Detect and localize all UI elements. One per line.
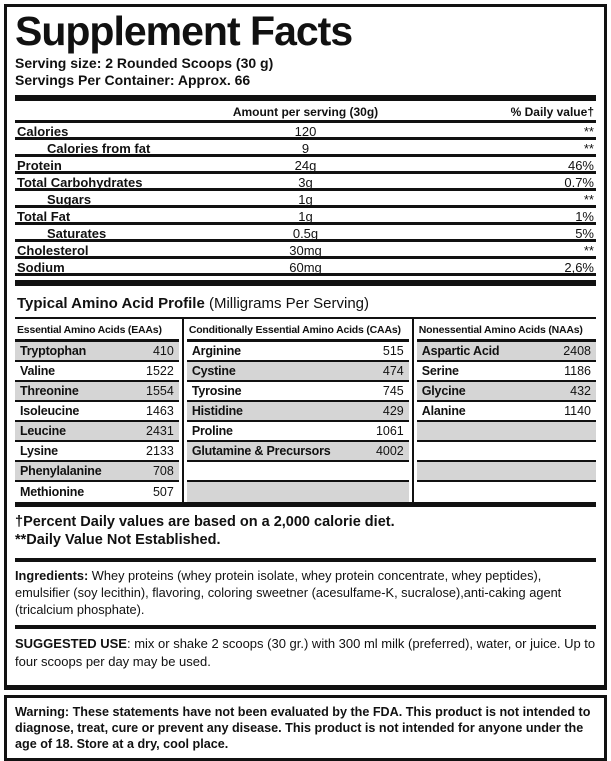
nutrient-daily-value: 0.7% — [564, 175, 594, 191]
amino-column — [15, 319, 179, 502]
amino-row — [187, 462, 409, 482]
nutrient-amount: 24g — [294, 158, 317, 174]
amino-name: Valine — [20, 364, 55, 379]
amino-value: 432 — [570, 384, 591, 399]
amino-value: 515 — [382, 344, 404, 359]
amino-value: 474 — [382, 364, 404, 379]
amino-row — [417, 362, 596, 382]
nutrient-name: Protein — [17, 158, 62, 174]
amino-name: Proline — [191, 424, 233, 439]
amino-row — [417, 402, 596, 422]
amino-row — [187, 382, 409, 402]
nutrition-row — [15, 174, 596, 191]
amino-name: Glycine — [421, 384, 466, 399]
nutrient-daily-value: ** — [583, 192, 594, 208]
nutrient-amount: 0.5g — [292, 226, 319, 242]
amino-row — [187, 342, 409, 362]
amino-row — [417, 462, 596, 482]
amino-row — [187, 362, 409, 382]
nutrient-amount: 120 — [294, 124, 317, 140]
nutrition-header-row — [15, 101, 596, 120]
page-title: Supplement Facts — [15, 8, 353, 54]
nutrient-amount: 1g — [298, 192, 313, 208]
serving-info — [15, 55, 596, 89]
amino-row — [15, 422, 179, 442]
warning-box — [4, 695, 607, 761]
nutrient-name: Sugars — [47, 192, 92, 208]
amino-value: 1554 — [146, 384, 174, 399]
amino-value: 1186 — [564, 364, 591, 379]
amino-value: 429 — [382, 404, 404, 419]
nutrient-daily-value: 46% — [567, 158, 594, 174]
amino-row — [417, 342, 596, 362]
amino-name: Cystine — [191, 364, 236, 379]
nutrition-row — [15, 225, 596, 242]
amino-row — [15, 362, 179, 382]
amino-value: 745 — [382, 384, 404, 399]
amino-value: 410 — [152, 344, 174, 359]
suggested-use-paragraph — [15, 629, 596, 676]
amino-column-header: Nonessential Amino Acids (NAAs) — [417, 319, 596, 342]
nutrition-row — [15, 208, 596, 225]
nutrient-daily-value: ** — [583, 124, 594, 140]
nutrition-row — [15, 157, 596, 174]
amino-name: Leucine — [20, 424, 66, 439]
amino-row — [15, 442, 179, 462]
amino-name: Tyrosine — [191, 384, 242, 399]
nutrition-row — [15, 242, 596, 259]
amino-profile-heading — [15, 286, 596, 319]
nutrition-rows — [15, 123, 596, 276]
amino-column-header: Essential Amino Acids (EAAs) — [15, 319, 179, 342]
nutrient-name: Saturates — [47, 226, 107, 242]
nutrient-amount: 60mg — [289, 260, 322, 276]
nutrient-name: Total Carbohydrates — [17, 175, 143, 191]
amino-row — [15, 402, 179, 422]
amino-row — [417, 482, 596, 502]
serving-size: Serving size: 2 Rounded Scoops (30 g) — [15, 54, 274, 71]
nutrition-row — [15, 191, 596, 208]
amino-value: 2431 — [146, 424, 174, 439]
amino-value: 2133 — [146, 444, 174, 459]
amino-value: 1522 — [146, 364, 174, 379]
nutrient-amount: 1g — [298, 209, 313, 225]
amino-value: 708 — [152, 464, 174, 479]
column-divider — [182, 319, 184, 502]
nutrient-amount: 9 — [301, 141, 310, 157]
warning-label: Warning: — [15, 704, 70, 719]
nutrient-name: Calories from fat — [47, 141, 151, 157]
amino-value: 1463 — [146, 404, 174, 419]
amino-value: 4002 — [375, 444, 404, 459]
ingredients-paragraph — [15, 562, 596, 626]
amino-column — [417, 319, 596, 502]
daily-value-header: % Daily value† — [510, 105, 594, 120]
nutrient-daily-value: ** — [583, 243, 594, 259]
amino-row — [15, 342, 179, 362]
amino-value: 507 — [152, 485, 174, 500]
amino-value: 2408 — [563, 344, 591, 359]
nutrient-name: Calories — [17, 124, 69, 140]
amino-name: Tryptophan — [20, 344, 87, 359]
amino-name: Alanine — [421, 404, 466, 419]
amino-row — [15, 462, 179, 482]
suggested-use-text: : mix or shake 2 scoops (30 gr.) with 300 ml milk (preferred), water, or juice. Up to four scoops per day may be used. — [15, 636, 596, 669]
amino-row — [15, 482, 179, 502]
servings-per-container: Servings Per Container: Approx. 66 — [15, 71, 251, 88]
amino-name: Glutamine & Precursors — [191, 444, 331, 459]
amino-name: Threonine — [20, 384, 79, 399]
nutrition-row — [15, 123, 596, 140]
amino-name: Histidine — [191, 404, 243, 419]
amino-column — [187, 319, 409, 502]
amino-name: Aspartic Acid — [421, 344, 500, 359]
ingredients-text: Whey proteins (whey protein isolate, whey protein concentrate, whey peptides), emulsifier (soy lecithin), flavoring, coloring sweetner (acesulfame-K, sucralose),anti-caking agent (tricalcium phosphate). — [15, 567, 562, 617]
amino-name: Serine — [421, 364, 459, 379]
supplement-facts-panel — [4, 4, 607, 690]
amino-value: 1061 — [375, 424, 404, 439]
amino-heading-bold: Typical Amino Acid Profile — [17, 295, 205, 313]
footnote-daily-values: †Percent Daily values are based on a 2,000 calorie diet. — [15, 514, 395, 531]
nutrient-daily-value: 5% — [575, 226, 594, 242]
nutrient-daily-value: 2,6% — [564, 260, 594, 276]
amino-heading-units: (Milligrams Per Serving) — [204, 295, 370, 313]
amino-value: 1140 — [564, 404, 591, 419]
amino-row — [187, 442, 409, 462]
warning-text: These statements have not been evaluated by the FDA. This product is not intended to diagnose, treat, cure or prevent any disease. This product is not intended for anyone under the age of 18. Store at a dry, cool place. — [15, 704, 591, 751]
ingredients-label: Ingredients: — [15, 567, 89, 583]
nutrient-daily-value: 1% — [575, 209, 594, 225]
footnotes — [15, 507, 596, 557]
amino-row — [187, 422, 409, 442]
column-divider — [412, 319, 414, 502]
amino-name: Isoleucine — [20, 404, 80, 419]
amino-row — [417, 422, 596, 442]
amino-name: Methionine — [20, 485, 84, 500]
amino-name: Lysine — [20, 444, 58, 459]
amino-name: Arginine — [191, 344, 241, 359]
amino-row — [187, 402, 409, 422]
nutrition-row — [15, 140, 596, 157]
footnote-not-established: **Daily Value Not Established. — [15, 532, 221, 549]
amount-per-serving-header: Amount per serving (30g) — [232, 105, 379, 120]
amino-row — [187, 482, 409, 502]
amino-column-header: Conditionally Essential Amino Acids (CAAs) — [187, 319, 409, 342]
amino-row — [417, 442, 596, 462]
nutrition-row — [15, 259, 596, 276]
amino-row — [417, 382, 596, 402]
amino-name: Phenylalanine — [20, 464, 102, 479]
nutrient-name: Cholesterol — [17, 243, 89, 259]
nutrient-name: Sodium — [17, 260, 65, 276]
nutrient-name: Total Fat — [17, 209, 71, 225]
suggested-use-label: SUGGESTED USE — [15, 636, 127, 652]
nutrient-amount: 3g — [298, 175, 313, 191]
nutrient-daily-value: ** — [583, 141, 594, 157]
amino-table — [15, 319, 596, 502]
amino-row — [15, 382, 179, 402]
nutrient-amount: 30mg — [289, 243, 322, 259]
